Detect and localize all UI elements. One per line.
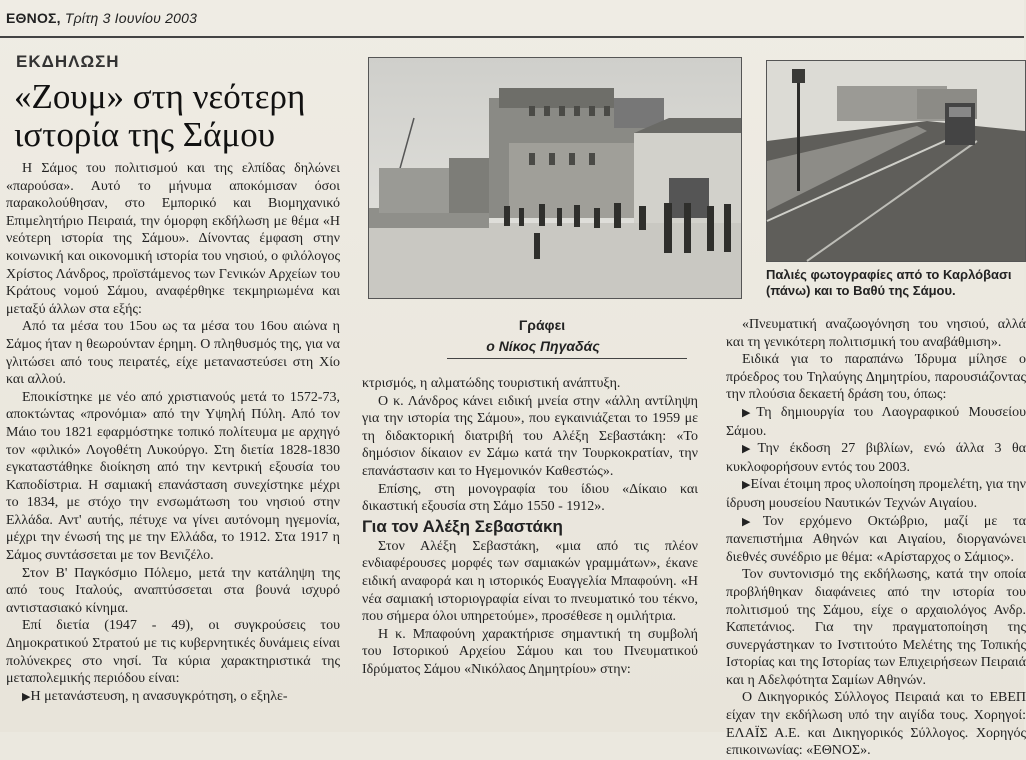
photo-karlovasi: [368, 57, 742, 299]
paragraph: Ο Δικηγορικός Σύλλογος Πειραιά και το ΕΒΕΠ είχαν την εκδήλωση υπό την αιγίδα τους. Χορηγοί: ΕΛΑΪΣ Α.Ε. και Δικηγορικός Σύλλογος. Χορηγός επικοινωνίας: «ΕΘΝΟΣ».: [726, 690, 1026, 759]
paragraph: Από τα μέσα του 15ου ως τα μέσα του 16ου αιώνα η Σάμος ήταν η θεωρούνταν έρημη. Ο πληθυσμός της, για να γλιτώσει από τους πειρατές, είχε μεταναστεύσει στη Χίο και αλλού.: [6, 319, 340, 388]
paragraph: κτρισμός, η αλματώδης τουριστική ανάπτυξη.: [362, 376, 621, 391]
masthead-rule: [0, 36, 1024, 38]
bullet-paragraph: ▶ Την έκδοση 27 βιβλίων, ενώ άλλα 3 θα κυκλοφορήσουν εντός του 2003.: [726, 440, 1026, 476]
masthead: [6, 10, 197, 26]
article-column-1: [6, 160, 340, 706]
paragraph: «Πνευματική αναζωογόνηση του νησιού, αλλά και τη γενικότερη πολιτισμική του αναβάθμιση».: [726, 317, 1026, 350]
bullet-paragraph: ▶ Τον ερχόμενο Οκτώβριο, μαζί με τα πανεπιστήμια Αθηνών και Αιγαίου, διοργανώνει διεθνές συνέδριο με θέμα: «Αρίσταρχος ο Σάμιος».: [726, 513, 1026, 567]
photo-caption: Παλιές φωτογραφίες από το Καρλόβασι (πάνω) και το Βαθύ της Σάμου.: [766, 267, 1012, 298]
article-column-3: [726, 316, 1026, 760]
masthead-date: Τρίτη 3 Ιουνίου 2003: [64, 10, 198, 26]
paragraph: Επίσης, στη μονογραφία του ίδιου «Δίκαιο και δικαστική εξουσία στη Σάμο 1550 - 1912».: [362, 481, 698, 515]
paragraph: Στον Β' Παγκόσμιο Πόλεμο, μετά την κατάληψη της από τους Ιταλούς, αναπτύσσεται στα βουνά ισχυρό αντιστασιακό κίνημα.: [6, 565, 340, 616]
paragraph: Η Σάμος του πολιτισμού και της ελπίδας δηλώνει «παρούσα». Αυτό το μήνυμα αποκόμισαν όσοι παρακολούθησαν, στο Εμπορικό και Βιομηχανικό Επιμελητήριο Πειραιά, την όμορφη εκδήλωση με θέμα «Η νεότερη ιστορία της Σάμου». Δίνοντας έμφαση στην κοινωνική και οικονομική ιστορία του νησιού, ο φιλόλογος Χρίστος Λάνδρος, προϊστάμενος των Γενικών Αρχείων του Κράτους νομού Σάμου, αναφέρθηκε τεκμηριωμένα και μεταξύ άλλων στα εξής:: [6, 161, 340, 317]
paragraph: Τον συντονισμό της εκδήλωσης, κατά την οποία προβλήθηκαν διαφάνειες από την ιστορία του πολιτισμού της Σάμου, είχε ο αρχαιολόγος Ανδρ. Καπετάνιος. Για την πραγματοποίηση της συνεργάστηκαν το Ινστιτούτο Μελέτης της Τοπικής Ιστορίας και της Ιστορίας των Επιχειρήσεων Πειραιά και η Αδελφότητα Σαμίων Αθηνών.: [726, 567, 1026, 688]
paragraph: Ο κ. Λάνδρος κάνει ειδική μνεία στην «άλλη αντίληψη για την ιστορία της Σάμου», που εγκαινιάζεται το 1959 με τη διδακτορική διατριβή του Αλέξη Σεβαστάκη: «Το δημόσιον δίκαιον εν Σάμω κατά την Τουρκοκρατίαν, την επανάστασιν και το Ηγεμονικόν Καθεστώς».: [362, 393, 698, 479]
section-subhead: Για τον Αλέξη Σεβαστάκη: [362, 516, 563, 536]
bullet-paragraph: ▶ Τη δημιουργία του Λαογραφικού Μουσείου Σάμου.: [726, 404, 1026, 440]
paragraph: Ειδικά για το παραπάνω Ίδρυμα μίλησε ο πρόεδρος του Τηλαύγης Δημητρίου, παρουσιάζοντας την πλούσια δεκαετή δράση του, όπως:: [726, 352, 1026, 403]
photo-vathy: [766, 60, 1026, 262]
paragraph: Στον Αλέξη Σεβαστάκη, «μια από τις πλέον ενδιαφέρουσες μορφές των σαμιακών γραμμάτων», έκανε ειδική αναφορά και η ιστορικός Ευαγγελία Μπαφούνη. «Η νέα σαμιακή ιστοριογραφία είναι το πνευματικό του τέκνο, που σήμερα όλοι υπηρετούμε», προσέθεσε η ομιλήτρια.: [362, 538, 698, 625]
article-column-2: [362, 375, 698, 679]
byline-label: Γράφει: [518, 317, 566, 333]
masthead-paper: ΕΘΝΟΣ,: [6, 10, 61, 26]
byline-name: ο Νίκος Πηγαδάς: [486, 338, 600, 354]
byline-rule: [447, 358, 687, 359]
paragraph: Επί διετία (1947 - 49), οι συγκρούσεις του Δημοκρατικού Στρατού με τις κυβερνητικές δυνάμεις είναι πολύνεκρες στο νησί. Τα κύρια χαρακτηριστικά της μεταπολεμικής περιόδου είναι:: [6, 618, 340, 687]
paragraph: Εποικίστηκε με νέο από χριστιανούς μετά το 1572-73, αποκτώντας «προνόμια» από την Υψηλή Πύλη. Από τον Μάιο του 1821 εφαρμόστηκε τοπικό πολίτευμα με αρχηγό τον «φιλικό» Λογοθέτη Λυκούργο. Στη διετία 1828-1830 εγκαταστάθηκε διοίκηση από την κεντρική εξουσία του Καποδίστρια. Η σαμιακή επανάσταση συνεχίστηκε μέχρι το 1834, με στόχο την ενσωμάτωση του νησιού στην Ελλάδα. Αντ' αυτής, πέτυχε να γίνει αυτόνομη ηγεμονία, μέχρι την ένωσή της με την Ελλάδα, το 1912. Στα 1917 η Σάμος συντάσσεται με τον Βενιζέλο.: [6, 389, 340, 564]
section-kicker: ΕΚΔΗΛΩΣΗ: [16, 52, 120, 71]
bullet-paragraph: ▶ Είναι έτοιμη προς υλοποίηση προμελέτη, για την ίδρυση μουσείου Ναυτικών Τεχνών Αιγαίου.: [726, 476, 1026, 512]
bullet-paragraph: ▶ Η μετανάστευση, η ανασυγκρότηση, ο εξηλε-: [6, 688, 340, 707]
paragraph: Η κ. Μπαφούνη χαρακτήρισε σημαντική τη συμβολή του Ιστορικού Αρχείου Σάμου και του Πνευματικού Ιδρύματος Σάμου «Νικόλαος Δημητρίου» στην:: [362, 626, 698, 677]
article-headline: «Ζουμ» στη νεότερη ιστορία της Σάμου: [14, 77, 306, 154]
